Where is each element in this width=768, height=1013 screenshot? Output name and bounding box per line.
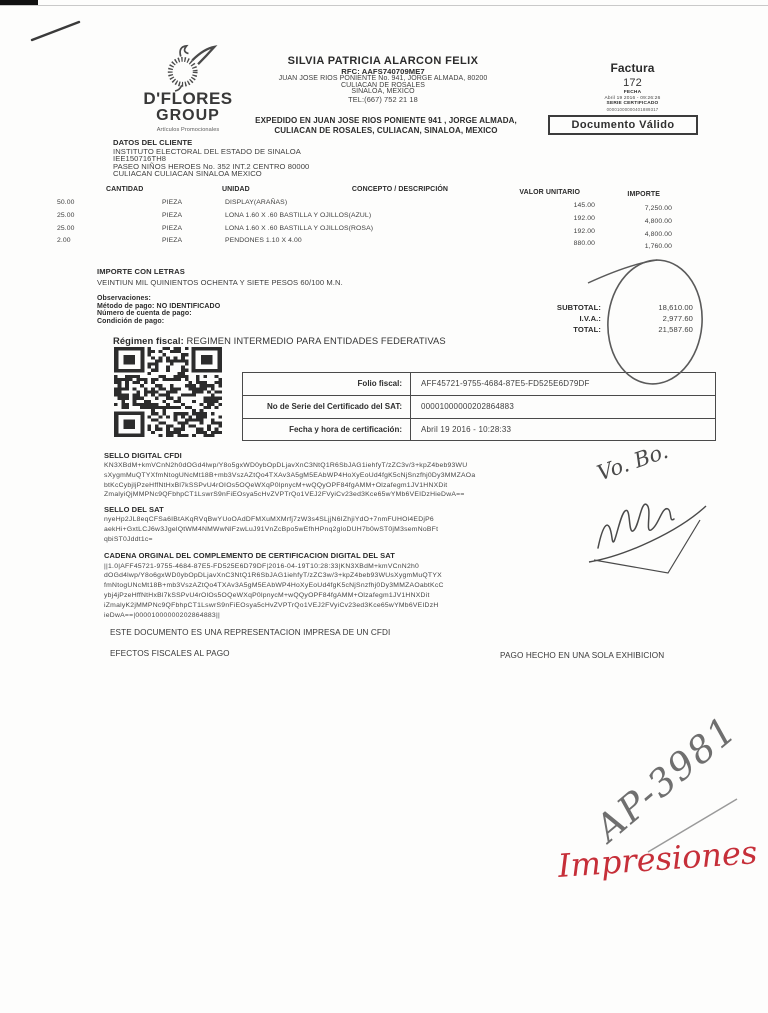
sello-cfdi-line: btKcCybjljPzeHffNtHxBl7kSSPvU4rOIOs5OQeWXqP0lpnycM+wQQyOPF84fgAMM+Olzafegm1JV1HNXDit <box>104 481 448 489</box>
certification-table <box>242 372 716 441</box>
sat-cert-serial-label: No de Serie del Certificado del SAT: <box>243 396 411 417</box>
logo-tagline: Artículos Promocionales <box>156 127 220 133</box>
iva-value: 2,977.60 <box>662 314 693 323</box>
regimen-label: Régimen fiscal: <box>113 335 184 346</box>
cadena-line: fmNtogUNcMt18B+mb3VszAZtQo4TXAv3A5gM5EAbWP4HoXyEoUd4fgK5cNjSnzfhj0Dy3MMZAOabtKcC <box>104 582 444 590</box>
vobo-handwriting: Vo. Bo. <box>594 438 672 486</box>
cell-valor: 880.00 <box>573 240 595 247</box>
col-header-unidad: UNIDAD <box>222 186 250 193</box>
cell-unidad: PIEZA <box>162 212 183 219</box>
folio-fiscal-value: AFF45721-9755-4684-87E5-FD525E6D79DF <box>421 379 590 388</box>
client-rfc: IEE150716TH8 <box>113 154 167 163</box>
ap-code-handwriting: AP-3981 <box>587 707 746 850</box>
letras-heading: IMPORTE CON LETRAS <box>97 267 185 276</box>
cell-valor: 145.00 <box>573 202 595 209</box>
col-header-cantidad: CANTIDAD <box>106 186 144 193</box>
doc-type-label: Factura <box>610 61 655 75</box>
sello-sat-line: nyeHp2JL8eqCFSa6IBtAKqRVqBwYUoOAdDFMXuMXMrfj7zW3s4SLjjN6IZhjiYdO+7nmFUHOl4EDjP6 <box>104 516 434 523</box>
pen-stroke-top-left <box>32 22 79 40</box>
signature-scribble <box>598 504 674 548</box>
cell-cantidad: 25.00 <box>57 212 75 219</box>
cell-importe: 4,800.00 <box>644 230 672 238</box>
vendor-address-line1: JUAN JOSE RIOS PONIENTE No. 941, JORGE ALMADA, 80200 <box>278 75 488 82</box>
cadena-line: dOGd4lwp/Y8o6gxWD0ybOpDLjavXnC3NtQ1R6SbJAG1iehfyT/zZC3w/3+kpZ4beb93WUsXygmMuQTYX <box>104 572 442 580</box>
scan-edge-line <box>0 5 768 6</box>
subtotal-label: SUBTOTAL: <box>556 303 601 312</box>
sello-cfdi-line: sXygmMuQTYXfmNtogUNcMt18B+mb3VszAZtQo4TXAv3A5gM5EAbWP4HoXyEoUd4fgK5cNjSnzfhj0Dy3MMZAOa <box>104 471 476 479</box>
logo-name-line2: GROUP <box>156 107 220 124</box>
iva-label: I.V.A.: <box>579 314 601 323</box>
col-header-valor: VALOR UNITARIO <box>519 189 580 196</box>
cell-cantidad: 2.00 <box>57 237 71 244</box>
client-heading: DATOS DEL CLIENTE <box>113 138 193 147</box>
cell-cantidad: 50.00 <box>57 199 75 206</box>
signature-flourish <box>594 520 700 573</box>
cell-unidad: PIEZA <box>162 224 183 232</box>
cell-concepto: DISPLAY(ARAÑAS) <box>225 199 288 206</box>
qr-code <box>114 347 222 437</box>
client-address: PASEO NIÑOS HEROES No. 352 INT.2 CENTRO 80000 <box>113 161 310 171</box>
cell-concepto: LONA 1.60 X .60 BASTILLA Y OJILLOS(AZUL) <box>225 212 372 219</box>
impresiones-handwriting: Impresiones <box>556 833 759 885</box>
vendor-address-line3: SINALOA, MEXICO <box>351 88 415 95</box>
cuenta-pago: Número de cuenta de pago: <box>97 310 192 317</box>
table-row <box>243 373 715 395</box>
col-header-importe: IMPORTE <box>627 191 660 198</box>
cell-importe: 7,250.00 <box>644 205 672 212</box>
cell-unidad: PIEZA <box>162 199 183 206</box>
sat-cert-serial-value: 00001000000202864883 <box>421 402 514 412</box>
cadena-line: ybj4jPzeHffNtHxBl7kSSPvU4rOlOs5OQeWXqP0lpnycM+wQQyOPF84fgAMM+Olzafegm1JV1HNXDit <box>104 591 430 599</box>
cell-importe: 1,760.00 <box>644 243 672 250</box>
efectos-fiscales-note: EFECTOS FISCALES AL PAGO <box>110 649 230 658</box>
client-name: INSTITUTO ELECTORAL DEL ESTADO DE SINALOA <box>113 146 301 156</box>
pago-exhibicion-note: PAGO HECHO EN UNA SOLA EXHIBICION <box>500 651 665 660</box>
cell-concepto: LONA 1.60 X .60 BASTILLA Y OJILLOS(ROSA) <box>225 224 374 232</box>
documento-valido-stamp: Documento Válido <box>548 115 698 135</box>
total-value: 21,587.60 <box>658 325 693 334</box>
cfdi-note: ESTE DOCUMENTO ES UNA REPRESENTACION IMPRESA DE UN CFDI <box>110 628 391 637</box>
cell-concepto: PENDONES 1.10 X 4.00 <box>225 237 302 244</box>
cadena-line: ieDwA==|00001000000202864883|| <box>104 611 220 619</box>
table-row <box>243 418 715 440</box>
serie-certificado-value: 00001000000401889317 <box>606 106 659 112</box>
folio-fiscal-label: Folio fiscal: <box>243 373 411 395</box>
cadena-line: ||1.0|AFF45721-9755-4684-87E5-FD525E6D79DF|2016-04-19T10:28:33|KN3XBdM+kmVCnN2h0 <box>104 562 420 570</box>
vendor-rfc: RFC: AAFS740709ME7 <box>341 67 425 76</box>
sello-cfdi-line: ZmalyiQjMMPNc9QFbhpCT1LswrS9nFiEOsya5cHvZVPTrQo1VEJ2FVyiCv23ed3Kce65wYMb6VEIDzHieDwA== <box>104 491 465 499</box>
cadena-line: iZmalyK2jMMPNc9QFbhpCT1LswrS9nFiEOsya5cHvZVPTrQo1VEJ2FVyiCv23ed3Kce65wYMb6VEIDzH <box>104 601 439 609</box>
signature-underline <box>589 506 706 562</box>
table-row <box>243 395 715 417</box>
metodo-pago: Método de pago: NO IDENTIFICADO <box>97 302 221 310</box>
cell-valor: 192.00 <box>573 227 595 235</box>
client-city: CULIACAN CULIACAN SINALOA MEXICO <box>113 169 262 178</box>
sello-sat-line: qbiST0Jddt1c= <box>104 535 153 543</box>
vendor-address-line2: CULIACAN DE ROSALES <box>341 81 425 89</box>
totals-circle-tail <box>588 260 657 283</box>
flower-logo-icon <box>150 44 225 92</box>
serie-certificado-label: SERIE CERTIFICADO <box>606 101 659 106</box>
logo-name-line1: D'FLORES <box>143 89 233 108</box>
sello-sat-heading: SELLO DEL SAT <box>104 505 164 514</box>
vendor-name: SILVIA PATRICIA ALARCON FELIX <box>287 55 479 67</box>
sello-cfdi-heading: SELLO DIGITAL CFDI <box>104 451 182 460</box>
cell-cantidad: 25.00 <box>57 224 75 232</box>
sello-cfdi-line: KN3XBdM+kmVCnN2h0dOGd4lwp/Y8o5gxWD0ybOpDLjavXnC3NtQ1R6SbJAG1iehfyT/zZC3v/3+kpZ4beb93WU <box>104 462 468 469</box>
subtotal-value: 18,610.00 <box>658 303 693 312</box>
cert-datetime-value: Abril 19 2016 - 10:28:33 <box>421 424 512 434</box>
letras-value: VEINTIUN MIL QUINIENTOS OCHENTA Y SIETE PESOS 60/100 M.N. <box>97 278 343 287</box>
observaciones-label: Observaciones: <box>97 295 151 302</box>
total-label: TOTAL: <box>573 325 601 334</box>
col-header-concepto: CONCEPTO / DESCRIPCIÓN <box>351 186 449 193</box>
cell-valor: 192.00 <box>573 215 595 222</box>
condicion-pago: Condición de pago: <box>97 317 165 325</box>
folio-number: 172 <box>623 77 642 89</box>
fecha-label: FECHA <box>623 90 642 95</box>
expedido-line2: CULIACAN DE ROSALES, CULIACAN, SINALOA, MEXICO <box>274 126 498 135</box>
cell-unidad: PIEZA <box>162 237 183 244</box>
cadena-heading: CADENA ORGINAL DEL COMPLEMENTO DE CERTIFICACION DIGITAL DEL SAT <box>104 551 395 560</box>
expedido-line1: EXPEDIDO EN JUAN JOSE RIOS PONIENTE 941 , JORGE ALMADA, <box>255 116 517 125</box>
cell-importe: 4,800.00 <box>644 218 672 225</box>
vendor-phone: TEL:(667) 752 21 18 <box>348 94 418 104</box>
regimen-value: REGIMEN INTERMEDIO PARA ENTIDADES FEDERATIVAS <box>186 335 446 346</box>
cert-datetime-label: Fecha y hora de certificación: <box>243 419 411 440</box>
sello-sat-line: aekHi+GxtLCJ6w3JgelQtWM4NMWwNlFzwLuJ91VnZcBpo5wEfhHPnq2gloDUH7b0wST0jM3semNoBFt <box>104 525 439 533</box>
fecha-value: Abril 19 2016 - 09:26:26 <box>604 95 661 101</box>
